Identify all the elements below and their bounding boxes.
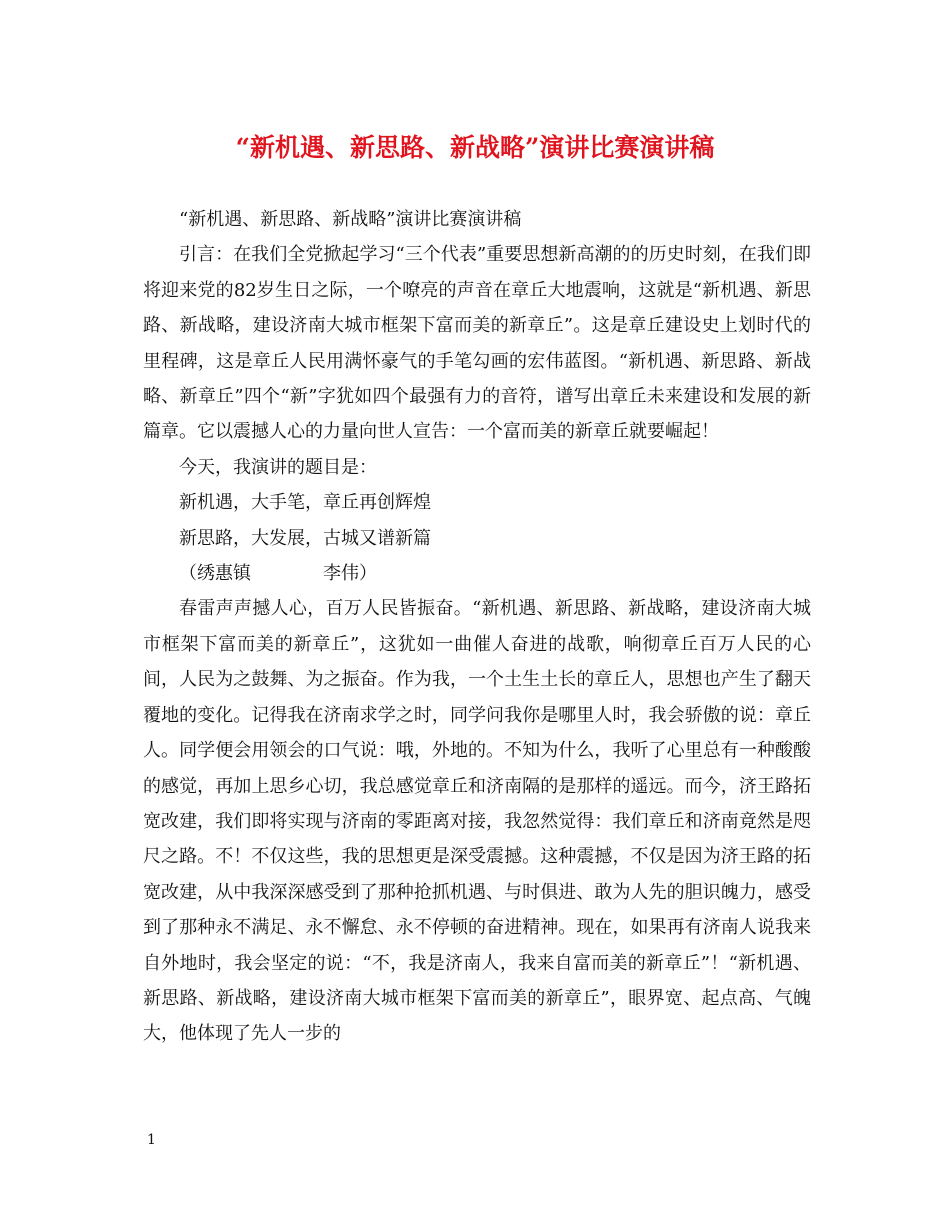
topic-line-1: 新机遇，大手笔，章丘再创辉煌 [179, 492, 431, 514]
main-paragraph: 春雷声声撼人心，百万人民皆振奋。“新机遇、新思路、新战略，建设济南大城市框架下富而美的新章丘”，这犹如一曲催人奋进的战歌，响彻章丘百万人民的心间，人民为之鼓舞、为之振奋。作为我，一个土生土长的章丘人，思想也产生了翻天覆地的变化。记得我在济南求学之时，同学问我你是哪里人时，我会骄傲的说：章丘人。同学便会用领会的口气说：哦，外地的。不知为什么，我听了心里总有一种酸酸的感觉，再加上思乡心切，我总感觉章丘和济南隔的是那样的遥远。而今，济王路拓宽改建，我们即将实现与济南的零距离对接，我忽然觉得：我们章丘和济南竟然是咫尺之路。不！不仅这些，我的思想更是深受震撼。这种震撼，不仅是因为济王路的拓宽改建，从中我深深感受到了那种抢抓机遇、与时俱进、敢为人先的胆识魄力，感受到了那种永不满足、永不懈怠、永不停顿的奋进精神。现在，如果再有济南人说我来自外地时，我会坚定的说：“不，我是济南人，我来自富而美的新章丘”！“新机遇、新思路、新战略，建设济南大城市框架下富而美的新章丘”，眼界宽、起点高、气魄大，他体现了先人一步的 [143, 598, 811, 1045]
introduction-paragraph: 引言：在我们全党掀起学习“三个代表”重要思想新高潮的的历史时刻，在我们即将迎来党的82岁生日之际，一个嘹亮的声音在章丘大地震响，这就是“新机遇、新思路、新战略，建设济南大城市框架下富而美的新章丘”。这是章丘建设史上划时代的里程碑，这是章丘人民用满怀豪气的手笔勾画的宏伟蓝图。“新机遇、新思路、新战略、新章丘”四个“新”字犹如四个最强有力的音符，谱写出章丘未来建设和发展的新篇章。它以震撼人心的力量向世人宣告：一个富而美的新章丘就要崛起！ [143, 244, 811, 443]
author-place: （绣惠镇 [179, 563, 251, 585]
document-title: “新机遇、新思路、新战略”演讲比赛演讲稿 [235, 133, 715, 162]
topic-line-2: 新思路，大发展，古城又谱新篇 [179, 527, 431, 549]
page-number: 1 [147, 1132, 156, 1148]
author-line [143, 556, 811, 591]
author-name: 李伟） [323, 563, 377, 585]
topic-intro-paragraph: 今天，我演讲的题目是： [179, 456, 377, 478]
document-body [143, 202, 811, 1052]
subtitle-paragraph: “新机遇、新思路、新战略”演讲比赛演讲稿 [179, 209, 522, 230]
